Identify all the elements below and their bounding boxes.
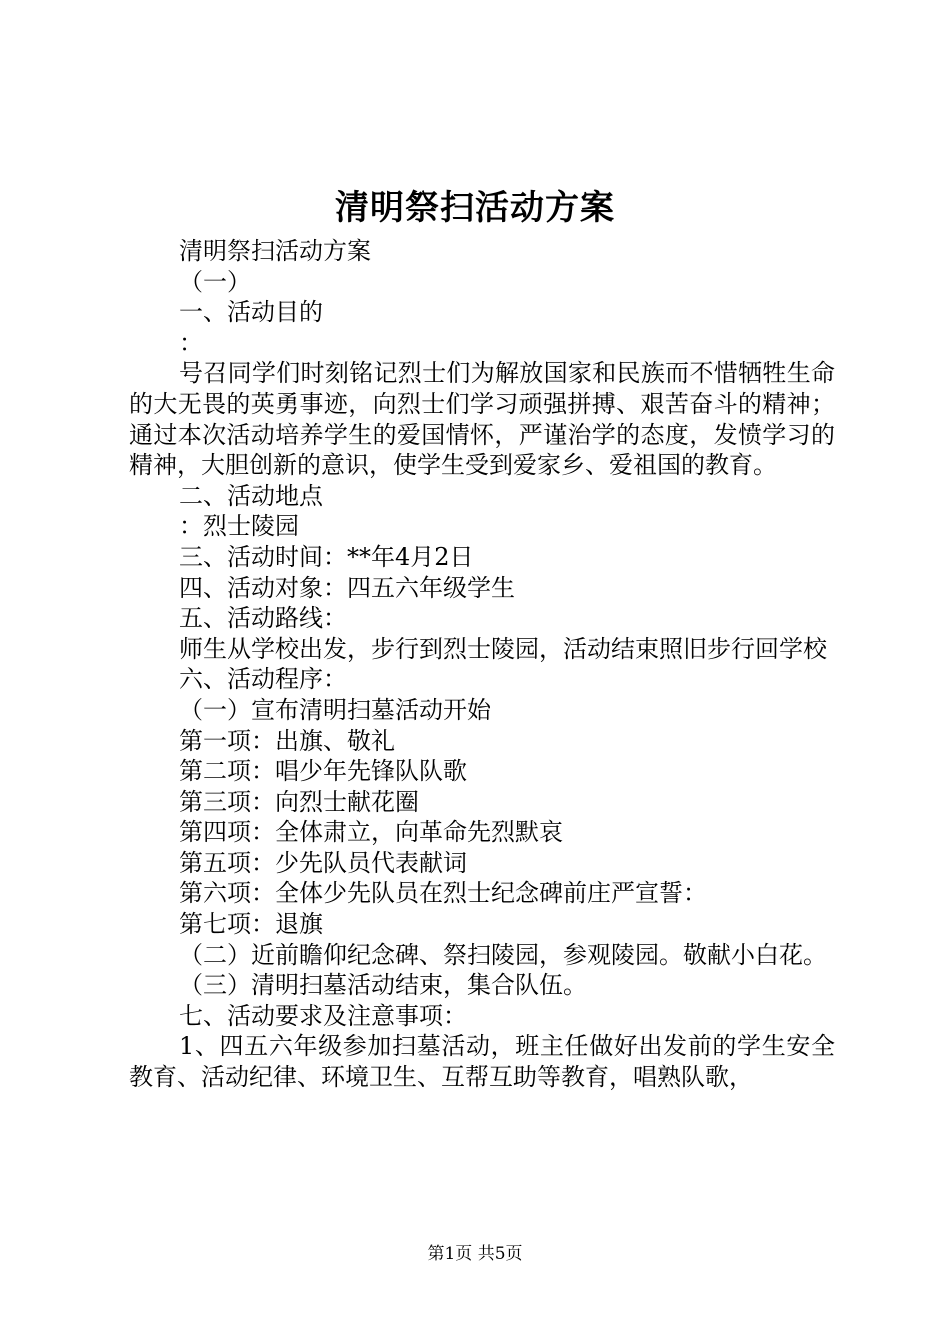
paragraph: 号召同学们时刻铭记烈士们为解放国家和民族而不惜牺牲生命的大无畏的英勇事迹，向烈士们学习顽强拼搏、艰苦奋斗的精神；通过本次活动培养学生的爱国情怀，严谨治学的态度，发愤学习的精神，大胆创新的意识，使学生受到爱家乡、爱祖国的教育。 xyxy=(129,359,835,480)
section-heading: 二、活动地点 xyxy=(179,481,323,510)
paragraph: （三）清明扫墓活动结束，集合队伍。 xyxy=(179,971,587,1000)
document-body xyxy=(129,236,835,1093)
list-item: 第四项：全体肃立，向革命先烈默哀 xyxy=(179,818,563,847)
section-heading: 七、活动要求及注意事项： xyxy=(179,1001,467,1030)
section-heading: 四、活动对象：四五六年级学生 xyxy=(179,573,515,602)
list-item: 第一项：出旗、敬礼 xyxy=(179,726,395,755)
document-title: 清明祭扫活动方案 xyxy=(335,188,615,228)
section-heading: 五、活动路线： xyxy=(179,604,347,633)
paragraph: （二）近前瞻仰纪念碑、祭扫陵园，参观陵园。敬献小白花。 xyxy=(179,940,827,969)
paragraph: 师生从学校出发，步行到烈士陵园，活动结束照旧步行回学校 xyxy=(179,634,827,663)
paragraph: 1、四五六年级参加扫墓活动，班主任做好出发前的学生安全教育、活动纪律、环境卫生、互帮互助等教育，唱熟队歌， xyxy=(129,1032,835,1092)
section-heading: 一、活动目的 xyxy=(179,298,323,327)
section-heading: 六、活动程序： xyxy=(179,665,347,694)
list-item: 第六项：全体少先队员在烈士纪念碑前庄严宣誓： xyxy=(179,879,707,908)
paragraph: ： xyxy=(179,328,203,357)
list-item: 第七项：退旗 xyxy=(179,910,323,939)
section-heading: 三、活动时间：**年4月2日 xyxy=(179,542,474,571)
paragraph: （一） xyxy=(179,267,251,296)
page-footer: 第1页 共5页 xyxy=(427,1244,523,1264)
list-item: 第三项：向烈士献花圈 xyxy=(179,787,419,816)
paragraph: ：烈士陵园 xyxy=(179,512,299,541)
list-item: 第五项：少先队员代表献词 xyxy=(179,848,467,877)
paragraph: （一）宣布清明扫墓活动开始 xyxy=(179,695,491,724)
list-item: 第二项：唱少年先锋队队歌 xyxy=(179,757,467,786)
paragraph: 清明祭扫活动方案 xyxy=(179,237,371,265)
